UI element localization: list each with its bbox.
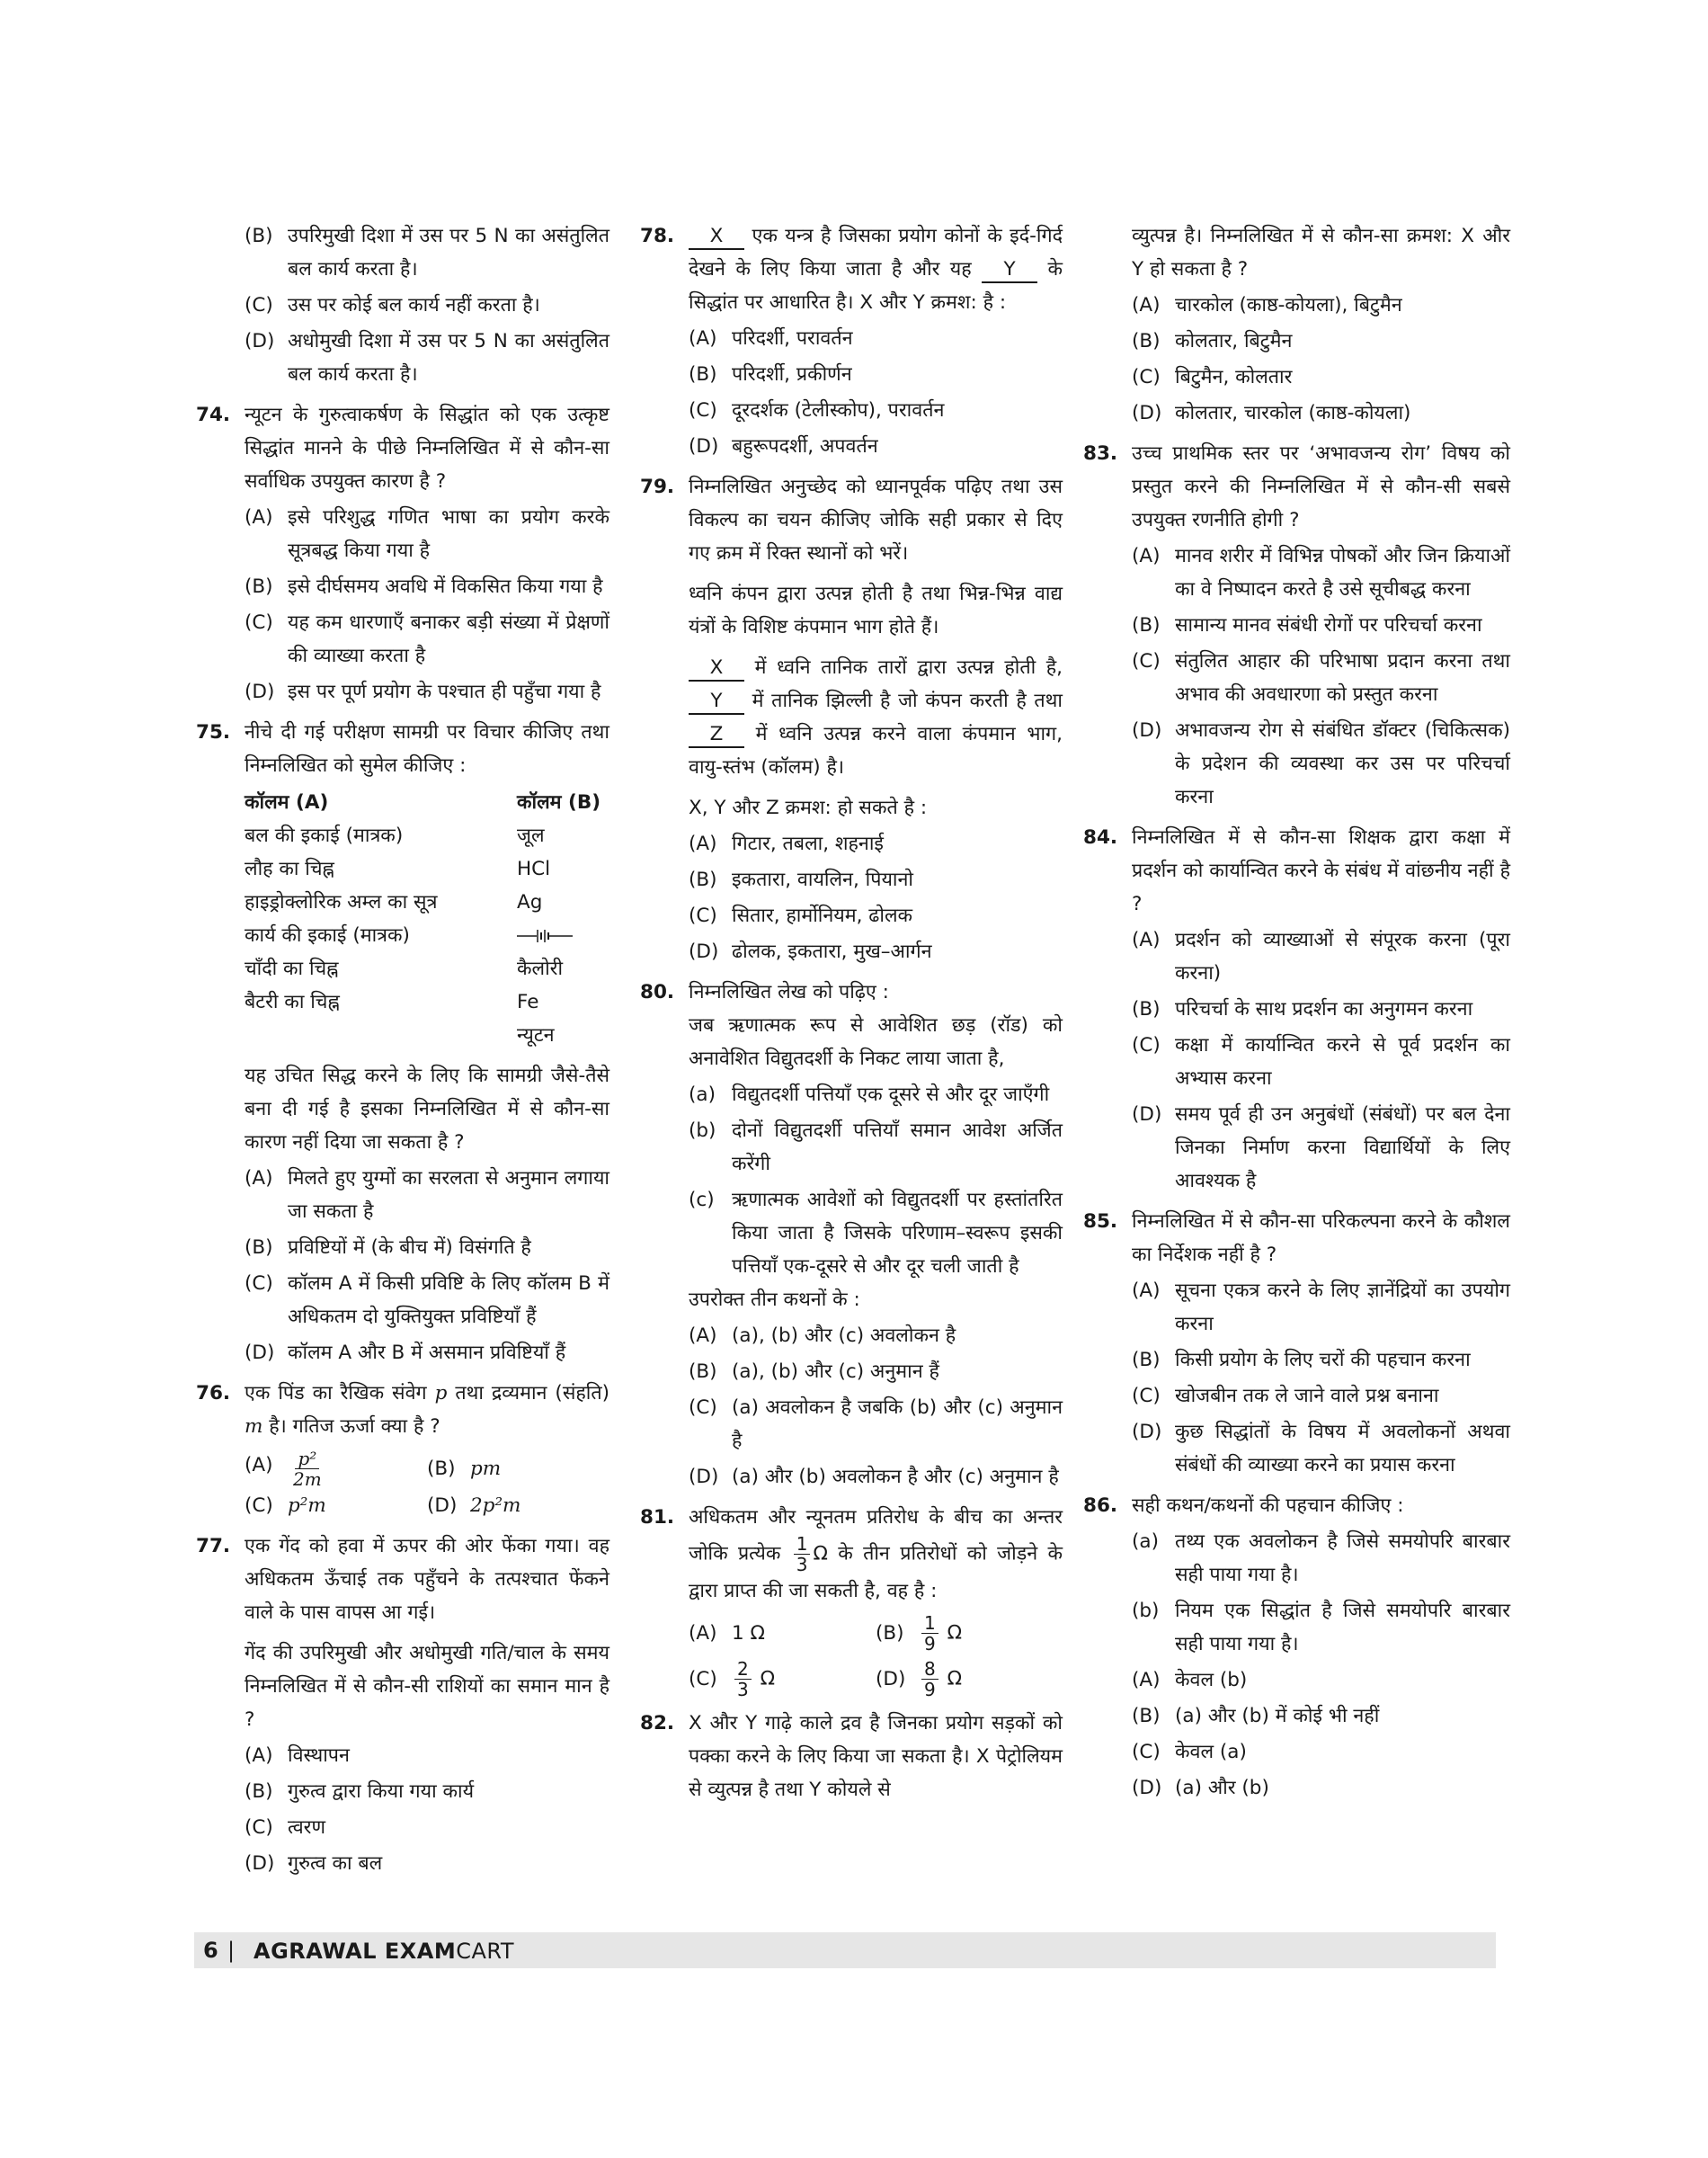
question-text: X एक यन्त्र है जिसका प्रयोग कोनों के इर्द-गिर्द देखने के लिए किया जाता है और यह Y के सिद्धांत पर आधारित है। X और Y क्रमश: है : [689, 225, 1063, 314]
option: (A) परिदर्शी, परावर्तन [689, 327, 853, 350]
option: (C) संतुलित आहार की परिभाषा प्रदान करना तथा अभाव की अवधारणा को प्रस्तुत करना [1132, 650, 1510, 706]
match-cell-a: चाँदी का चिह्न [245, 958, 339, 980]
footer-separator: | [227, 1938, 236, 1963]
match-cell-a [245, 1019, 517, 1052]
option: (D) अभावजन्य रोग से संबंधित डॉक्टर (चिकित्सक) के प्रदेशन की व्यवस्था कर उस पर परिचर्चा करना [1132, 719, 1510, 808]
option: (C) दूरदर्शक (टेलीस्कोप), परावर्तन [689, 399, 945, 422]
option: (D) $\frac{8}{9}$ Ω [876, 1658, 963, 1700]
q79-options [640, 827, 1063, 968]
q77-options [196, 1739, 609, 1880]
page-number: 6 [203, 1938, 218, 1963]
option: (C) केवल (a) [1132, 1741, 1247, 1763]
option: (B) pm [427, 1458, 502, 1480]
q86-statements [1083, 1525, 1510, 1661]
option: (D) (a) और (b) [1132, 1777, 1269, 1799]
option: (B) परिचर्चा के साथ प्रदर्शन का अनुगमन करना [1132, 998, 1473, 1021]
question-86 [1083, 1489, 1510, 1522]
option: (B) गुरुत्व द्वारा किया गया कार्य [245, 1780, 475, 1803]
statement: (a) विद्युतदर्शी पत्तियाँ एक दूसरे से और दूर जाएँगी [689, 1083, 1050, 1106]
question-75 [196, 716, 609, 782]
q80-options [640, 1319, 1063, 1494]
question-text: यह उचित सिद्ध करने के लिए कि सामग्री जैसे-तैसे बना दी गई है इसका निम्नलिखित में से कौन-सा कारण नहीं दिया जा सकता है ? [245, 1065, 609, 1154]
match-cell-a: बैटरी का चिह्न [245, 991, 340, 1013]
question-number: 82. [640, 1712, 675, 1734]
option: (D) कॉलम A और B में असमान प्रविष्टियाँ हैं [245, 1342, 566, 1364]
option: (A) 1 Ω [689, 1622, 765, 1645]
column-3 [1083, 216, 1510, 1805]
question-77 [196, 1529, 609, 1629]
option: (A) इसे परिशुद्ध गणित भाषा का प्रयोग करके सूत्रबद्ध किया गया है [245, 506, 609, 562]
match-cell-a: हाइड्रोक्लोरिक अम्ल का सूत्र [245, 891, 438, 914]
question-number: 74. [196, 404, 231, 426]
option: (C) त्वरण [245, 1816, 325, 1839]
question-text: व्युत्पन्न है। निम्नलिखित में से कौन-सा क्रमश: X और Y हो सकता है ? [1132, 225, 1510, 281]
option: (C) (a) अवलोकन है जबकि (b) और (c) अनुमान है [689, 1396, 1063, 1452]
brand-name: AGRAWAL EXAMCART [254, 1939, 514, 1964]
option: (D) बहुरूपदर्शी, अपवर्तन [689, 435, 878, 458]
option: (A) गिटार, तबला, शहनाई [689, 833, 884, 855]
option: (C) सितार, हार्मोनियम, ढोलक [689, 905, 913, 927]
question-number: 84. [1083, 826, 1118, 849]
column-a-heading: कॉलम (A) [245, 791, 329, 814]
question-text: निम्नलिखित में से कौन-सा परिकल्पना करने के कौशल का निर्देशक नहीं है ? [1132, 1210, 1510, 1266]
question-number: 83. [1083, 442, 1118, 465]
option: (B) किसी प्रयोग के लिए चरों की पहचान करना [1132, 1349, 1471, 1371]
option: (A) $\frac{\text{p²}}{2m}$ [245, 1448, 322, 1490]
question-text: उपरोक्त तीन कथनों के : [689, 1289, 860, 1311]
option: (B) (a), (b) और (c) अनुमान हैं [689, 1360, 939, 1383]
question-85 [1083, 1205, 1510, 1271]
question-text: निम्नलिखित लेख को पढ़िए : [689, 981, 889, 1003]
match-cell-a: लौह का चिह्न [245, 858, 334, 880]
blank: X [689, 225, 744, 250]
option: (C) खोजबीन तक ले जाने वाले प्रश्न बनाना [1132, 1385, 1439, 1407]
option: (B) उपरिमुखी दिशा में उस पर 5 N का असंतुलित बल कार्य करता है। [245, 225, 609, 281]
option: (D) गुरुत्व का बल [245, 1852, 383, 1875]
question-82 [640, 1707, 1063, 1806]
match-cell-b: HCl [517, 858, 551, 880]
option: (D) 2p²m [427, 1494, 521, 1517]
q84-options [1083, 923, 1510, 1198]
question-text: उच्च प्राथमिक स्तर पर ‘अभावजन्य रोग’ विषय को प्रस्तुत करने की निम्नलिखित में से कौन-सी सबसे उपयुक्त रणनीति होगी ? [1132, 442, 1510, 531]
question-text: अधिकतम और न्यूनतम प्रतिरोध के बीच का अन्तर जोकि प्रत्येक $\frac{1}{3}$ Ω के तीन प्रतिरोधों को जोड़ने के द्वारा प्राप्त की जा सकती है, वह है : [689, 1506, 1063, 1602]
question-text: नीचे दी गई परीक्षण सामग्री पर विचार कीजिए तथा निम्नलिखित को सुमेल कीजिए : [245, 721, 609, 777]
question-number: 86. [1083, 1494, 1118, 1517]
column-1 [196, 216, 609, 1880]
question-text: X और Y गाढ़े काले द्रव है जिनका प्रयोग सड़कों को पक्का करने के लिए किया जा सकता है। X पेट्रोलियम से व्युत्पन्न है तथा Y कोयले से [689, 1712, 1063, 1801]
question-84 [1083, 821, 1510, 921]
option: (C) कक्षा में कार्यान्वित करने से पूर्व प्रदर्शन का अभ्यास करना [1132, 1034, 1510, 1090]
question-text: एक गेंद को हवा में ऊपर की ओर फेंका गया। वह अधिकतम ऊँचाई तक पहुँचने के तत्पश्चात फेंकने वाले के पास वापस आ गई। [245, 1535, 609, 1624]
blank: Y [689, 690, 744, 715]
option: (A) प्रदर्शन को व्याख्याओं से संपूरक करना (पूरा करना) [1132, 929, 1510, 985]
option: (C) यह कम धारणाएँ बनाकर बड़ी संख्या में प्रेक्षणों की व्याख्या करता है [245, 611, 609, 667]
option: (D) समय पूर्व ही उन अनुबंधों (संबंधों) पर बल देना जिनका निर्माण करना विद्यार्थियों के लिए आवश्यक है [1132, 1103, 1510, 1192]
q75-options [196, 1162, 609, 1369]
match-cell-b: जूल [517, 825, 545, 847]
match-cell-b: कैलोरी [517, 958, 564, 980]
passage: ध्वनि कंपन द्वारा उत्पन्न होती है तथा भिन्न-भिन्न वाद्य यंत्रों के विशिष्ट कंपमान भाग होते हैं। [689, 583, 1063, 638]
option: (A) सूचना एकत्र करने के लिए ज्ञानेंद्रियों का उपयोग करना [1132, 1280, 1510, 1335]
blank: Y [982, 258, 1037, 283]
q76-options [245, 1443, 609, 1522]
q86-options [1083, 1663, 1510, 1805]
column-2 [640, 216, 1063, 1806]
option: (A) चारकोल (काष्ठ-कोयला), बिटुमैन [1132, 294, 1402, 317]
question-number: 81. [640, 1506, 675, 1529]
option: (A) केवल (b) [1132, 1669, 1248, 1691]
option: (B) (a) और (b) में कोई भी नहीं [1132, 1705, 1380, 1727]
question-74 [196, 398, 609, 498]
option: (D) कोलतार, चारकोल (काष्ठ-कोयला) [1132, 402, 1411, 424]
question-text: X, Y और Z क्रमश: हो सकते है : [689, 797, 928, 819]
match-cell-b: Ag [517, 891, 543, 914]
q78-options [640, 322, 1063, 463]
option: (A) मानव शरीर में विभिन्न पोषकों और जिन क्रियाओं का वे निष्पादन करते है उसे सूचीबद्ध करना [1132, 545, 1510, 601]
page-footer [194, 1932, 1496, 1968]
question-text: सही कथन/कथनों की पहचान कीजिए : [1132, 1494, 1404, 1517]
match-table [245, 786, 609, 1052]
q74-options [196, 501, 609, 709]
option: (D) (a) और (b) अवलोकन है और (c) अनुमान है [689, 1466, 1059, 1488]
statement: (b) नियम एक सिद्धांत है जिसे समयोपरि बारबार सही पाया गया है। [1132, 1600, 1510, 1655]
question-text: गेंद की उपरिमुखी और अधोमुखी गति/चाल के समय निम्नलिखित में से कौन-सी राशियों का समान मान है ? [245, 1642, 609, 1731]
option: (C) बिटुमैन, कोलतार [1132, 366, 1293, 388]
option: (B) प्रविष्टियों में (के बीच में) विसंगति है [245, 1236, 531, 1259]
question-80 [640, 976, 1063, 1009]
match-cell-b: न्यूटन [517, 1024, 555, 1047]
column-b-heading: कॉलम (B) [517, 791, 601, 814]
question-79 [640, 470, 1063, 570]
option: (B) सामान्य मानव संबंधी रोगों पर परिचर्चा करना [1132, 614, 1482, 637]
question-number: 78. [640, 225, 675, 247]
option: (D) अधोमुखी दिशा में उस पर 5 N का असंतुलित बल कार्य करता है। [245, 330, 609, 386]
option: (D) ढोलक, इकतारा, मुख–आर्गन [689, 941, 932, 963]
statement: (b) दोनों विद्युतदर्शी पत्तियाँ समान आवेश अर्जित करेंगी [689, 1119, 1063, 1175]
blank: Z [689, 723, 744, 748]
match-cell-a: कार्य की इकाई (मात्रक) [245, 924, 410, 947]
q81-options [689, 1608, 1063, 1699]
question-number: 76. [196, 1382, 231, 1404]
q85-options [1083, 1274, 1510, 1482]
question-number: 79. [640, 476, 675, 498]
option: (B) $\frac{1}{9}$ Ω [876, 1612, 963, 1654]
question-number: 75. [196, 721, 231, 744]
question-number: 85. [1083, 1210, 1118, 1233]
q73-options [196, 219, 609, 391]
question-number: 80. [640, 981, 675, 1003]
option: (A) विस्थापन [245, 1744, 350, 1767]
question-76 [196, 1377, 609, 1443]
question-text: एक पिंड का रैखिक संवेग p तथा द्रव्यमान (संहति) m है। गतिज ऊर्जा क्या है ? [245, 1382, 609, 1438]
battery-symbol-icon [517, 919, 609, 952]
option: (C) कॉलम A में किसी प्रविष्टि के लिए कॉलम B में अधिकतम दो युक्तियुक्त प्रविष्टियाँ हैं [245, 1272, 609, 1328]
option: (B) कोलतार, बिटुमैन [1132, 330, 1293, 352]
option: (A) (a), (b) और (c) अवलोकन है [689, 1324, 956, 1347]
question-text: निम्नलिखित में से कौन-सा शिक्षक द्वारा कक्षा में प्रदर्शन को कार्यान्वित करने के संबंध में वांछनीय नहीं है ? [1132, 826, 1510, 915]
option: (D) कुछ सिद्धांतों के विषय में अवलोकनों अथवा संबंधों की व्याख्या करने का प्रयास करना [1132, 1421, 1510, 1476]
option: (D) इस पर पूर्ण प्रयोग के पश्चात ही पहुँचा गया है [245, 681, 601, 703]
question-number: 77. [196, 1535, 231, 1557]
question-text: न्यूटन के गुरुत्वाकर्षण के सिद्धांत को एक उत्कृष्ट सिद्धांत मानने के पीछे निम्नलिखित में से कौन-सा सर्वाधिक उपयुक्त कारण है ? [245, 404, 609, 493]
q83-options [1083, 540, 1510, 814]
passage: X में ध्वनि तानिक तारों द्वारा उत्पन्न होती है, Y में तानिक झिल्ली है जो कंपन करती है तथा Z में ध्वनि उत्पन्न करने वाला कंपमान भाग, वायु-स्तंभ (कॉलम) है। [689, 656, 1063, 779]
option: (B) परिदर्शी, प्रकीर्णन [689, 363, 852, 386]
match-cell-b: Fe [517, 991, 539, 1013]
option: (B) इसे दीर्घसमय अवधि में विकसित किया गया है [245, 575, 603, 598]
option: (B) इकतारा, वायलिन, पियानो [689, 869, 913, 891]
statement: (c) ऋणात्मक आवेशों को विद्युतदर्शी पर हस्तांतरित किया जाता है जिसके परिणाम–स्वरूप इसकी पत्तियाँ एक-दूसरे से और दूर चली जाती है [689, 1189, 1063, 1278]
statement: (a) तथ्य एक अवलोकन है जिसे समयोपरि बारबार सही पाया गया है। [1132, 1530, 1510, 1586]
question-81 [640, 1501, 1063, 1608]
option: (C) p²m [245, 1494, 326, 1517]
question-text: निम्नलिखित अनुच्छेद को ध्यानपूर्वक पढ़िए तथा उस विकल्प का चयन कीजिए जोकि सही प्रकार से दिए गए क्रम में रिक्त स्थानों को भरें। [689, 476, 1063, 565]
passage: जब ऋणात्मक रूप से आवेशित छड़ (रॉड) को अनावेशित विद्युतदर्शी के निकट लाया जाता है, [689, 1014, 1063, 1070]
fraction: $\frac{1}{3}$ [794, 1534, 811, 1574]
question-83 [1083, 437, 1510, 537]
option: (A) मिलते हुए युग्मों का सरलता से अनुमान लगाया जा सकता है [245, 1167, 609, 1223]
question-78 [640, 219, 1063, 319]
match-cell-a: बल की इकाई (मात्रक) [245, 825, 404, 847]
option: (C) $\frac{2}{3}$ Ω [689, 1658, 776, 1700]
option: (C) उस पर कोई बल कार्य नहीं करता है। [245, 294, 540, 317]
q80-statements [640, 1078, 1063, 1283]
q82-options [1083, 289, 1510, 430]
blank: X [689, 656, 744, 682]
